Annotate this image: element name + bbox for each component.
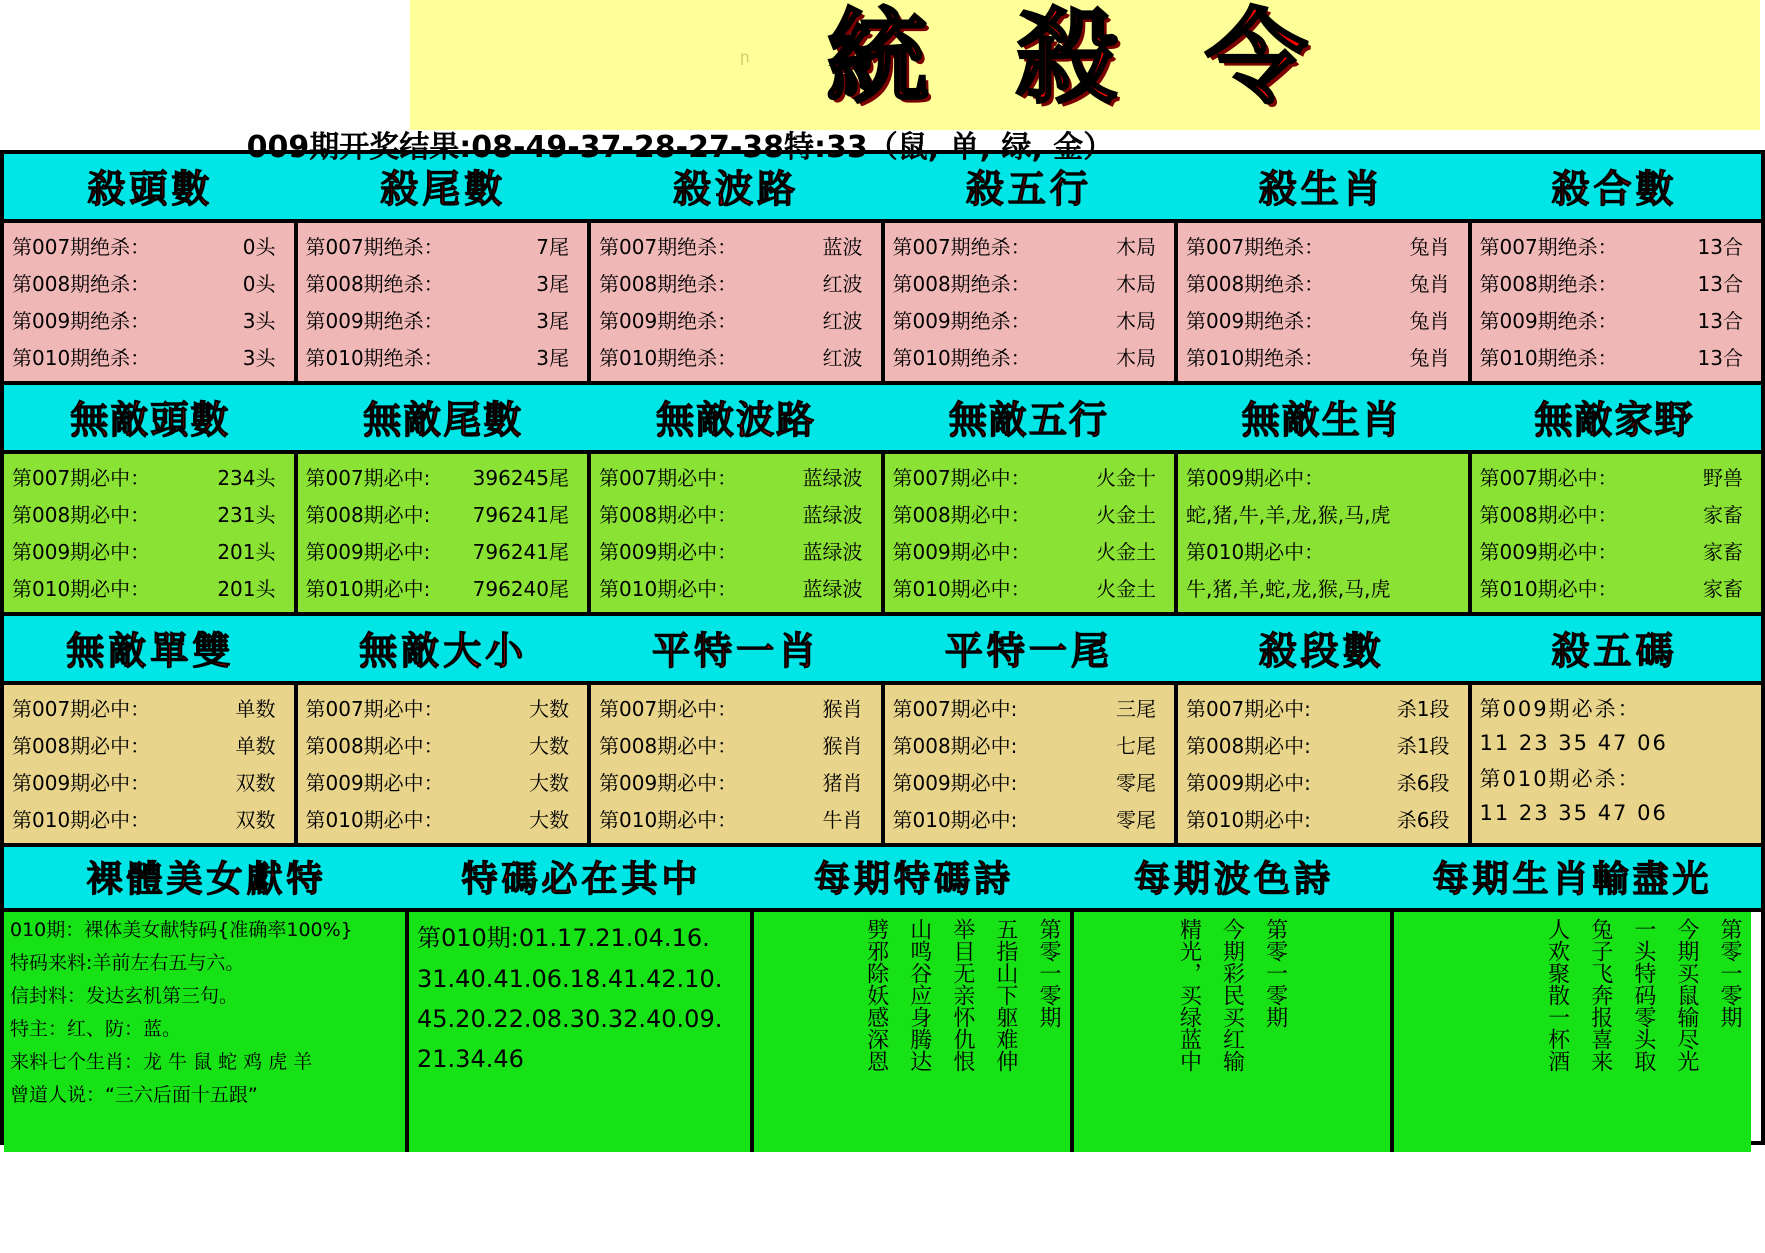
list-item: 21.34.46 [417, 1045, 524, 1073]
title-inv-element: 無敵五行 [948, 398, 1109, 442]
list-item: 第010期必中： 201头 [12, 577, 276, 601]
section-bottom-titles [4, 847, 1761, 912]
title-kill-head: 殺頭數 [87, 167, 214, 211]
list-item: 第010期必中： 大数 [305, 808, 569, 832]
list-item: 第010期必中： [1186, 540, 1325, 564]
list-item: 第007期必中： 蓝绿波 [599, 466, 863, 490]
list-item: 第009期必中： 双数 [12, 771, 276, 795]
list-item: 第008期必中： 猴肖 [599, 734, 863, 758]
list-item: 第009期必中： 猪肖 [599, 771, 863, 795]
list-item: 第010期绝杀： 3尾 [305, 346, 569, 370]
list-item: 第007期绝杀： 0头 [12, 235, 276, 259]
list-item: 第008期必中： 蓝绿波 [599, 503, 863, 527]
poem-line: 山鸣谷应身腾达 [906, 918, 932, 1072]
title-kill-five-codes: 殺五碼 [1551, 629, 1678, 673]
list-item: 第009期必中： 蓝绿波 [599, 540, 863, 564]
col-kill-sum [1472, 223, 1762, 381]
poem-line: 第零一零期 [1717, 918, 1742, 1028]
list-item: 第010期绝杀： 兔肖 [1186, 346, 1450, 370]
list-item: 31.40.41.06.18.41.42.10. [417, 965, 723, 993]
section-bottom-body [4, 912, 1761, 1152]
list-item: 第010期必中： 火金土 [892, 577, 1156, 601]
draw-result-line: 009期开奖结果:08-49-37-28-27-38特:33（鼠, 单, 绿, 金） [246, 130, 1114, 165]
list-item: 信封料：发达玄机第三句。 [10, 985, 239, 1007]
section-kill-body [4, 223, 1761, 381]
list-item: 010期：裸体美女献特码{准确率100%} [10, 919, 353, 941]
list-item: 第007期绝杀： 兔肖 [1186, 235, 1450, 259]
list-item: 11 23 35 47 06 [1479, 801, 1668, 825]
list-item: 第010期必中: 796240尾 [305, 577, 569, 601]
title-kill-element: 殺五行 [965, 167, 1092, 211]
list-item: 第009期绝杀： 3尾 [305, 309, 569, 333]
title-color-poem: 每期波色詩 [1133, 859, 1334, 900]
list-item: 第008期必中： 火金土 [892, 503, 1156, 527]
list-item: 第008期必中： 单数 [12, 734, 276, 758]
col-kill-zodiac [1178, 223, 1472, 381]
section-bottom [0, 843, 1765, 1145]
list-item: 第007期必中： 野兽 [1479, 466, 1743, 490]
col-kill-wave [591, 223, 885, 381]
list-item: 第008期绝杀： 兔肖 [1186, 272, 1450, 296]
list-item: 第009期绝杀： 兔肖 [1186, 309, 1450, 333]
col-inv-domestic-wild [1472, 454, 1762, 612]
list-item: 第009期绝杀： 木局 [892, 309, 1156, 333]
list-item: 第008期必中: 杀1段 [1186, 734, 1450, 758]
page-title: 統 殺 令 [826, 0, 1334, 118]
col-kill-head [4, 223, 298, 381]
list-item: 第007期必中： 火金十 [892, 466, 1156, 490]
poem-line: 精光，买绿蓝中 [1176, 918, 1202, 1072]
col-zodiac-poem [1394, 912, 1751, 1152]
title-inv-zodiac: 無敵生肖 [1241, 398, 1402, 442]
list-item: 第008期绝杀： 0头 [12, 272, 276, 296]
list-item: 第009期绝杀： 3头 [12, 309, 276, 333]
poem-vertical-columns [754, 912, 1070, 1152]
col-kill-segment [1178, 685, 1472, 843]
title-inv-bigsmall: 無敵大小 [359, 629, 528, 673]
list-item: 第008期必中: 七尾 [892, 734, 1156, 758]
list-item: 第009期绝杀： 红波 [599, 309, 863, 333]
col-inv-element [885, 454, 1179, 612]
section-kill [0, 150, 1765, 381]
poem-line: 劈邪除妖感深恩 [863, 918, 889, 1072]
col-inv-oddeven [4, 685, 298, 843]
poem-line: 五指山下躯难伸 [992, 918, 1018, 1072]
title-inv-wave: 無敵波路 [656, 398, 817, 442]
list-item: 曾道人说：“三六后面十五跟” [10, 1084, 258, 1106]
list-item: 第009期必杀： [1479, 697, 1641, 721]
title-zodiac-poem: 每期生肖輸盡光 [1432, 859, 1713, 900]
section-invincible-titles [4, 385, 1761, 454]
list-item: 第009期必中: 杀6段 [1186, 771, 1450, 795]
col-inv-zodiac [1178, 454, 1472, 612]
list-item: 第009期必中： 火金土 [892, 540, 1156, 564]
list-item: 第008期绝杀： 红波 [599, 272, 863, 296]
list-item: 第008期绝杀： 3尾 [305, 272, 569, 296]
poem-line: 第零一零期 [1262, 918, 1288, 1028]
list-item: 第009期必中： [1186, 466, 1325, 490]
list-item: 第010期必中: 杀6段 [1186, 808, 1450, 832]
section-odds-size [0, 612, 1765, 843]
poem-line: 举目无亲怀仇恨 [949, 918, 975, 1072]
title-kill-tail: 殺尾數 [380, 167, 507, 211]
list-item: 第007期绝杀： 7尾 [305, 235, 569, 259]
col-kill-tail [298, 223, 592, 381]
col-inv-tail [298, 454, 592, 612]
poem-vertical-columns [1074, 912, 1390, 1152]
list-item: 第008期必中： 大数 [305, 734, 569, 758]
list-item: 第009期必中： 家畜 [1479, 540, 1743, 564]
title-inv-domestic-wild: 無敵家野 [1534, 398, 1695, 442]
list-item: 第007期必中: 三尾 [892, 697, 1156, 721]
col-inv-head [4, 454, 298, 612]
list-item: 第010期必中: 零尾 [892, 808, 1156, 832]
list-item: 第007期绝杀： 13合 [1479, 235, 1743, 259]
list-item: 11 23 35 47 06 [1479, 731, 1668, 755]
list-item: 第009期必中： 201头 [12, 540, 276, 564]
list-item: 第010期必杀： [1479, 767, 1641, 791]
list-item: 来料七个生肖：龙 牛 鼠 蛇 鸡 虎 羊 [10, 1051, 313, 1073]
list-item: 第007期必中： 大数 [305, 697, 569, 721]
col-flat-tail [885, 685, 1179, 843]
list-item: 第007期必中： 234头 [12, 466, 276, 490]
title-flat-zodiac: 平特一肖 [652, 629, 821, 673]
list-item: 第008期绝杀： 木局 [892, 272, 1156, 296]
list-item: 第007期绝杀： 木局 [892, 235, 1156, 259]
col-kill-five-codes [1472, 685, 1762, 843]
list-item: 特主：红、防：蓝。 [10, 1018, 182, 1040]
header-watermark: ր [740, 49, 750, 66]
section-invincible-body [4, 454, 1761, 612]
section-invincible [0, 381, 1765, 612]
list-item: 第010期必中： 家畜 [1479, 577, 1743, 601]
poem-line: 今期买鼠输尽光 [1673, 918, 1699, 1072]
col-inv-bigsmall [298, 685, 592, 843]
list-item: 第009期必中: 796241尾 [305, 540, 569, 564]
list-item: 第007期必中： 猴肖 [599, 697, 863, 721]
title-kill-sum: 殺合數 [1551, 167, 1678, 211]
col-nude-beauty [4, 912, 409, 1152]
list-item: 第010期绝杀： 13合 [1479, 346, 1743, 370]
list-item: 第007期必中： 单数 [12, 697, 276, 721]
list-item: 第009期绝杀： 13合 [1479, 309, 1743, 333]
poem-line: 兔子飞奔报喜来 [1587, 918, 1613, 1072]
poem-line: 今期彩民买红输 [1219, 918, 1245, 1072]
col-flat-zodiac [591, 685, 885, 843]
list-item: 第008期必中： 家畜 [1479, 503, 1743, 527]
list-item: 第007期必中: 杀1段 [1186, 697, 1450, 721]
list-item: 特码来料:羊前左右五与六。 [10, 952, 245, 974]
list-item: 第010期必中： 牛肖 [599, 808, 863, 832]
poster-header [0, 0, 1765, 165]
col-special-within [409, 912, 754, 1152]
list-item: 第008期必中： 231头 [12, 503, 276, 527]
list-item: 牛,猪,羊,蛇,龙,猴,马,虎 [1186, 577, 1391, 601]
list-item: 第008期绝杀： 13合 [1479, 272, 1743, 296]
title-inv-oddeven: 無敵單雙 [66, 629, 235, 673]
list-item: 第010期必中： 蓝绿波 [599, 577, 863, 601]
col-color-poem [1074, 912, 1394, 1152]
title-inv-tail: 無敵尾數 [363, 398, 524, 442]
title-flat-tail: 平特一尾 [944, 629, 1113, 673]
list-item: 45.20.22.08.30.32.40.09. [417, 1005, 723, 1033]
list-item: 第010期必中： 双数 [12, 808, 276, 832]
poem-line: 一头特码零头取 [1630, 918, 1656, 1072]
poem-line: 人欢聚散一杯酒 [1544, 918, 1570, 1072]
col-kill-element [885, 223, 1179, 381]
list-item: 蛇,猪,牛,羊,龙,猴,马,虎 [1186, 503, 1391, 527]
col-inv-wave [591, 454, 885, 612]
title-nude-beauty: 裸體美女獻特 [86, 859, 327, 900]
title-kill-wave: 殺波路 [673, 167, 800, 211]
poem-line: 第零一零期 [1036, 918, 1061, 1028]
title-kill-zodiac: 殺生肖 [1258, 167, 1385, 211]
list-item: 第008期必中: 796241尾 [305, 503, 569, 527]
section-odds-body [4, 685, 1761, 843]
title-special-within: 特碼必在其中 [461, 859, 702, 900]
title-special-poem: 每期特碼詩 [813, 859, 1014, 900]
list-item: 第009期必中： 大数 [305, 771, 569, 795]
list-item: 第009期必中: 零尾 [892, 771, 1156, 795]
col-special-poem [754, 912, 1074, 1152]
title-inv-head: 無敵頭數 [70, 398, 231, 442]
list-item: 第007期绝杀： 蓝波 [599, 235, 863, 259]
list-item: 第010期绝杀： 木局 [892, 346, 1156, 370]
list-item: 第010期绝杀： 3头 [12, 346, 276, 370]
poem-vertical-columns [1394, 912, 1751, 1152]
list-item: 第007期必中: 396245尾 [305, 466, 569, 490]
title-kill-segment: 殺段數 [1258, 629, 1385, 673]
list-item: 第010期绝杀： 红波 [599, 346, 863, 370]
list-item: 第010期:01.17.21.04.16. [417, 924, 710, 952]
section-odds-titles [4, 616, 1761, 685]
